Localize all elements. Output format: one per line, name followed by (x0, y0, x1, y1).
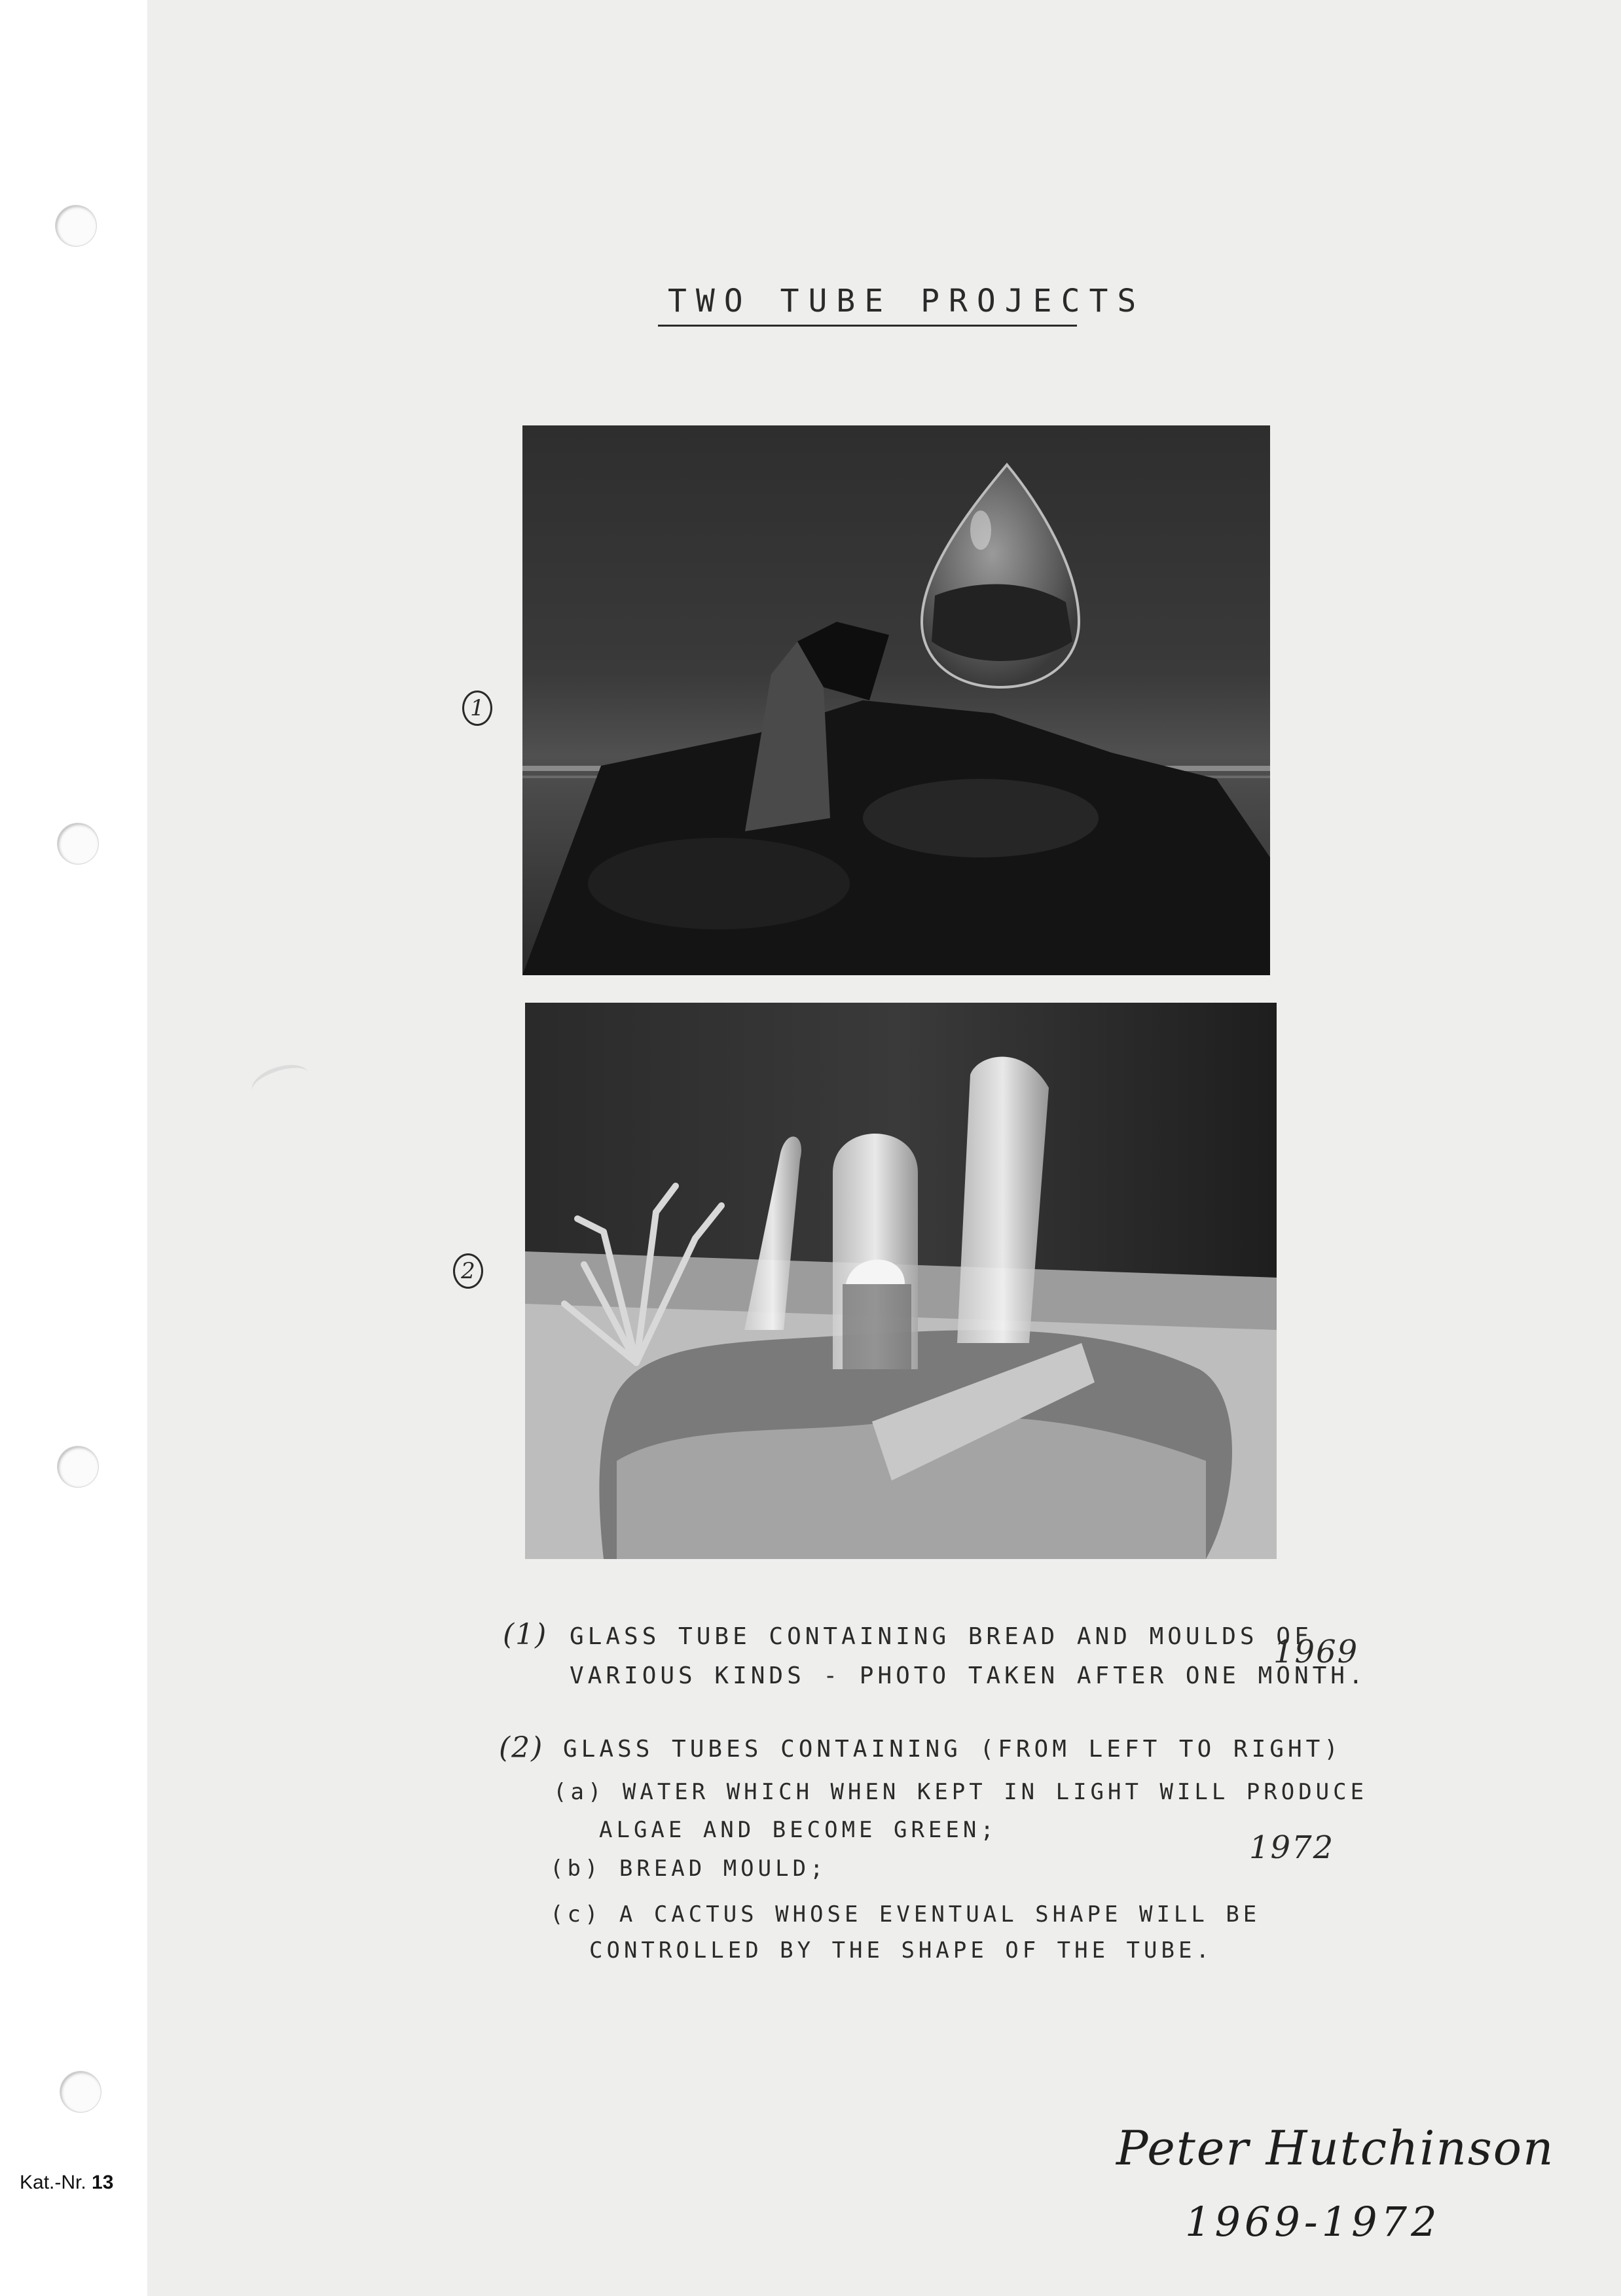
punch-hole (58, 823, 98, 864)
caption-2-line-1: GLASS TUBES CONTAINING (FROM LEFT TO RIGHT) (563, 1736, 1342, 1763)
artist-signature: Peter Hutchinson (1116, 2121, 1555, 2176)
photo-marker-2: 2 (453, 1253, 483, 1289)
title-underline (658, 325, 1077, 327)
caption-1-number: (1) (503, 1618, 548, 1651)
punch-hole (56, 206, 96, 246)
caption-2b-line-1: (b) BREAD MOULD; (550, 1856, 828, 1882)
caption-2a-line-1: (a) WATER WHICH WHEN KEPT IN LIGHT WILL PRODUCE (553, 1779, 1368, 1805)
punch-hole (60, 2072, 101, 2112)
caption-2c-line-2: CONTROLLED BY THE SHAPE OF THE TUBE. (589, 1937, 1213, 1964)
caption-1-year: 1969 (1273, 1634, 1359, 1670)
catalog-number: Kat.-Nr. 13 (20, 2172, 114, 2193)
photo-glass-tubes-algae-mould-cactus (525, 1003, 1277, 1559)
photo-2-image (525, 1003, 1277, 1559)
photo-1-image (522, 425, 1270, 975)
signature-years: 1969-1972 (1185, 2198, 1441, 2246)
caption-2-number: (2) (499, 1731, 544, 1765)
left-margin (0, 0, 147, 2296)
caption-2-year: 1972 (1249, 1829, 1335, 1866)
photo-glass-tube-bread-moulds (522, 425, 1270, 975)
caption-2c-line-1: (c) A CACTUS WHOSE EVENTUAL SHAPE WILL BE (550, 1901, 1261, 1928)
caption-2a-line-2: ALGAE AND BECOME GREEN; (599, 1817, 998, 1843)
caption-1-line-2: VARIOUS KINDS - PHOTO TAKEN AFTER ONE MONTH. (570, 1662, 1367, 1689)
page-title: TWO TUBE PROJECTS (668, 283, 1146, 319)
photo-marker-1: 1 (462, 691, 492, 726)
caption-1-line-1: GLASS TUBE CONTAINING BREAD AND MOULDS OF (570, 1623, 1313, 1650)
punch-hole (58, 1446, 98, 1487)
